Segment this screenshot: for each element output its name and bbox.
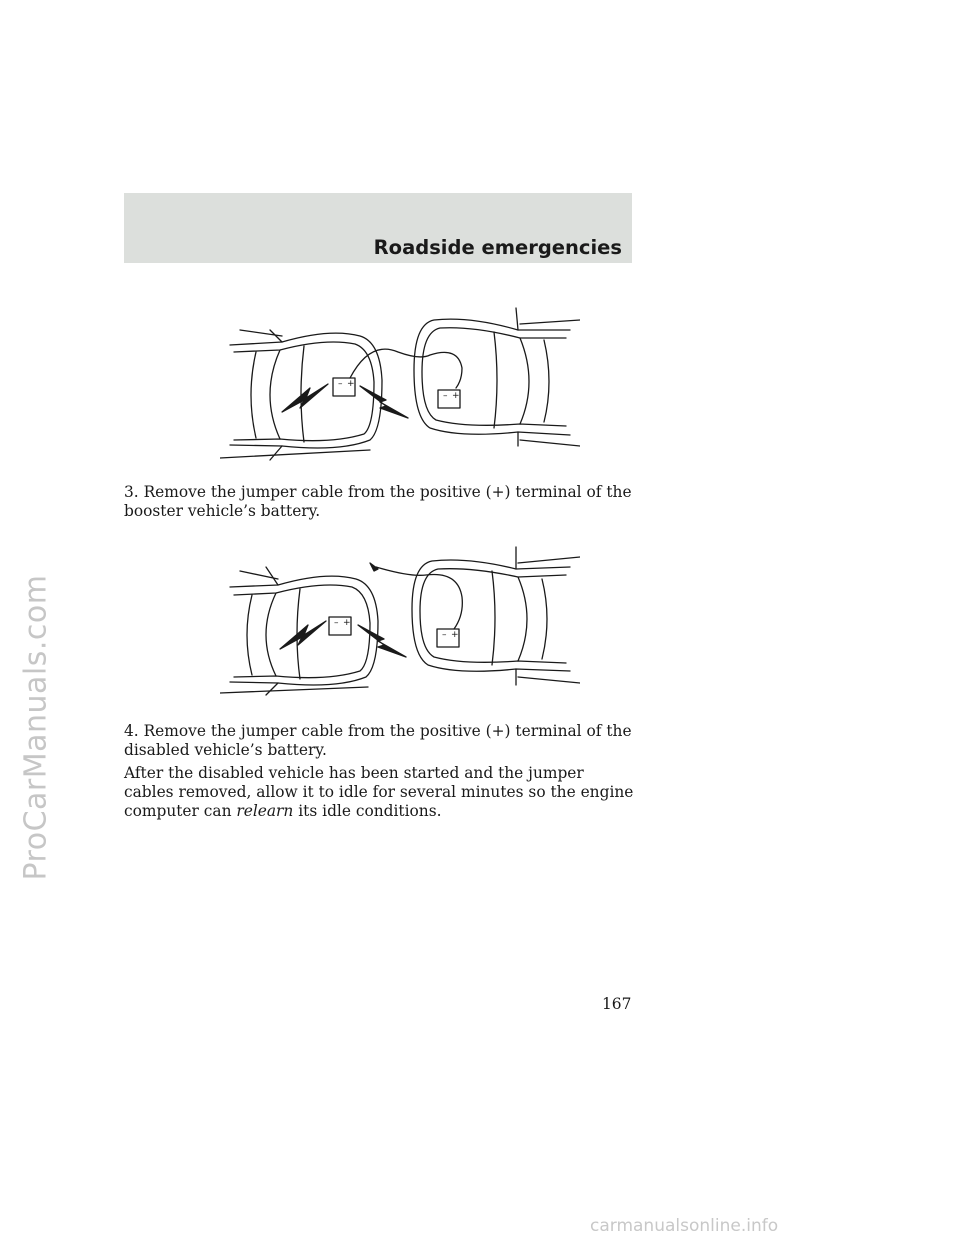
cars-jump-start-diagram-1 xyxy=(220,300,580,470)
booster-car-outline xyxy=(414,308,580,446)
battery-minus-label: – xyxy=(338,379,343,389)
section-header xyxy=(124,193,632,263)
step-4-text: 4. Remove the jumper cable from the positive (+) terminal of the disabled vehicle’s battery. xyxy=(124,722,632,759)
note-emphasis: relearn xyxy=(236,802,294,820)
step-3-text: 3. Remove the jumper cable from the positive (+) terminal of the booster vehicle’s battery. xyxy=(124,483,632,520)
note-text-after: its idle conditions. xyxy=(298,802,442,820)
battery-plus-label: + xyxy=(451,630,459,640)
spark-icon xyxy=(360,386,408,418)
page-number: 167 xyxy=(602,995,632,1013)
footer-watermark: carmanualsonline.info xyxy=(590,1216,779,1236)
spark-icon xyxy=(280,621,326,649)
spark-icon xyxy=(282,384,328,412)
note-text-before: After the disabled vehicle has been started and the jumper cables removed, allow it to idle for several minutes so the engine computer can xyxy=(124,764,634,820)
side-watermark-text: ProCarManuals.com xyxy=(18,573,54,881)
cars-jump-start-diagram-2 xyxy=(220,545,580,700)
spark-icon xyxy=(358,625,406,657)
section-title: Roadside emergencies xyxy=(373,236,622,259)
battery-plus-label: + xyxy=(343,618,351,628)
battery-minus-label: – xyxy=(442,630,447,640)
side-watermark xyxy=(6,512,66,942)
battery-plus-label: + xyxy=(452,391,460,401)
battery-minus-label: – xyxy=(443,391,448,401)
battery-plus-label: + xyxy=(347,379,355,389)
jumper-cable xyxy=(376,567,462,629)
disabled-car-outline xyxy=(220,567,378,695)
booster-car-outline xyxy=(412,547,580,685)
battery-minus-label: – xyxy=(334,618,339,628)
relearn-note xyxy=(124,764,634,821)
jumper-illustration-step4 xyxy=(220,545,580,700)
jumper-illustration-step3 xyxy=(220,300,580,470)
